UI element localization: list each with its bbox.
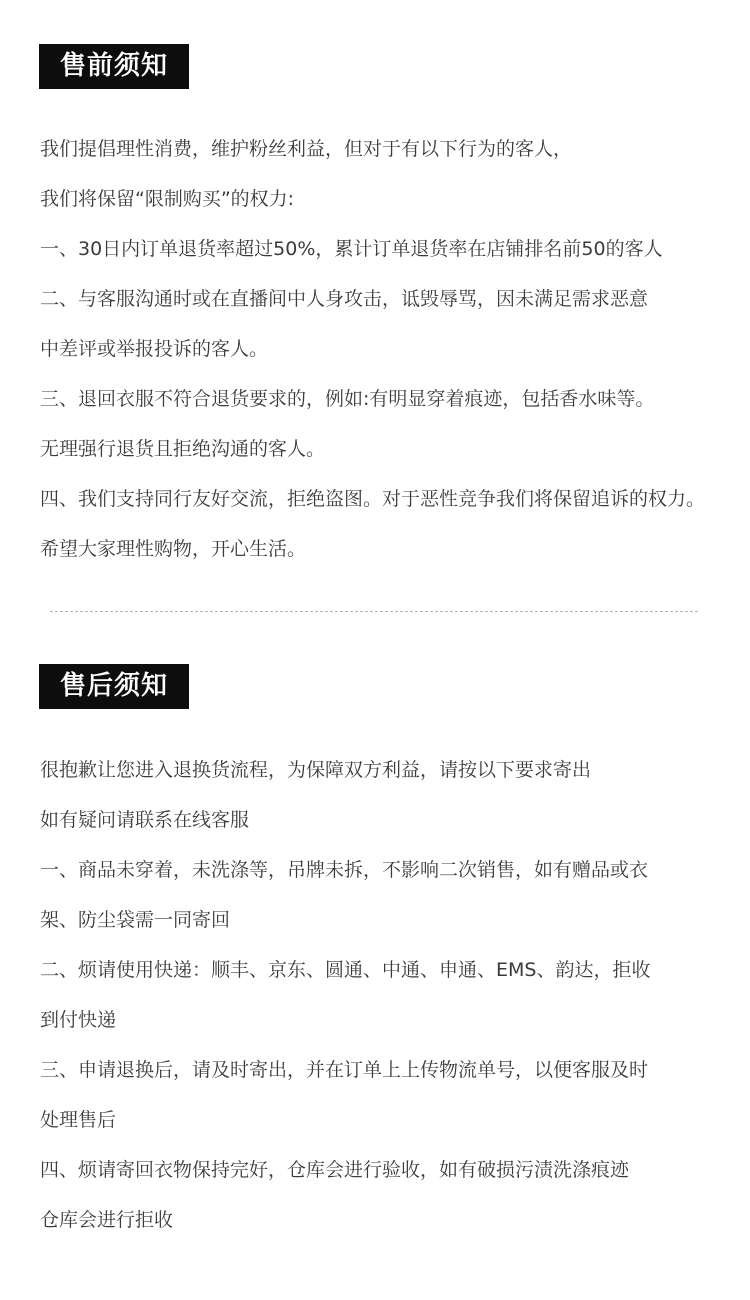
aftersale-line: 处理售后 xyxy=(40,1109,117,1131)
aftersale-title: 售后须知 xyxy=(39,664,189,709)
aftersale-line: 很抱歉让您进入退换货流程，为保障双方利益，请按以下要求寄出 xyxy=(40,759,592,781)
presale-line: 三、退回衣服不符合退货要求的，例如:有明显穿着痕迹，包括香水味等。 xyxy=(40,388,655,410)
presale-line: 四、我们支持同行友好交流，拒绝盗图。对于恶性竞争我们将保留追诉的权力。 xyxy=(40,488,706,510)
presale-line: 希望大家理性购物，开心生活。 xyxy=(40,538,307,560)
presale-line: 我们提倡理性消费，维护粉丝利益，但对于有以下行为的客人， xyxy=(40,138,573,160)
presale-line: 二、与客服沟通时或在直播间中人身攻击，诋毁辱骂，因未满足需求恶意 xyxy=(40,288,649,310)
presale-notice-list xyxy=(40,124,740,574)
presale-line: 一、30日内订单退货率超过50%，累计订单退货率在店铺排名前50的客人 xyxy=(40,238,663,260)
section-divider xyxy=(50,611,698,612)
aftersale-line: 二、烦请使用快递：顺丰、京东、圆通、中通、申通、EMS、韵达，拒收 xyxy=(40,959,651,981)
aftersale-line: 三、申请退换后，请及时寄出，并在订单上上传物流单号，以便客服及时 xyxy=(40,1059,649,1081)
aftersale-line: 一、商品未穿着，未洗涤等，吊牌未拆，不影响二次销售，如有赠品或衣 xyxy=(40,859,649,881)
aftersale-line: 如有疑问请联系在线客服 xyxy=(40,809,250,831)
presale-title: 售前须知 xyxy=(39,44,189,89)
aftersale-notice-list xyxy=(40,745,740,1245)
presale-line: 我们将保留“限制购买”的权力: xyxy=(40,188,295,210)
aftersale-line: 四、烦请寄回衣物保持完好，仓库会进行验收，如有破损污渍洗涤痕迹 xyxy=(40,1159,630,1181)
presale-line: 中差评或举报投诉的客人。 xyxy=(40,338,269,360)
aftersale-line: 到付快递 xyxy=(40,1009,117,1031)
aftersale-line: 架、防尘袋需一同寄回 xyxy=(40,909,231,931)
presale-line: 无理强行退货且拒绝沟通的客人。 xyxy=(40,438,326,460)
aftersale-line: 仓库会进行拒收 xyxy=(40,1209,174,1231)
